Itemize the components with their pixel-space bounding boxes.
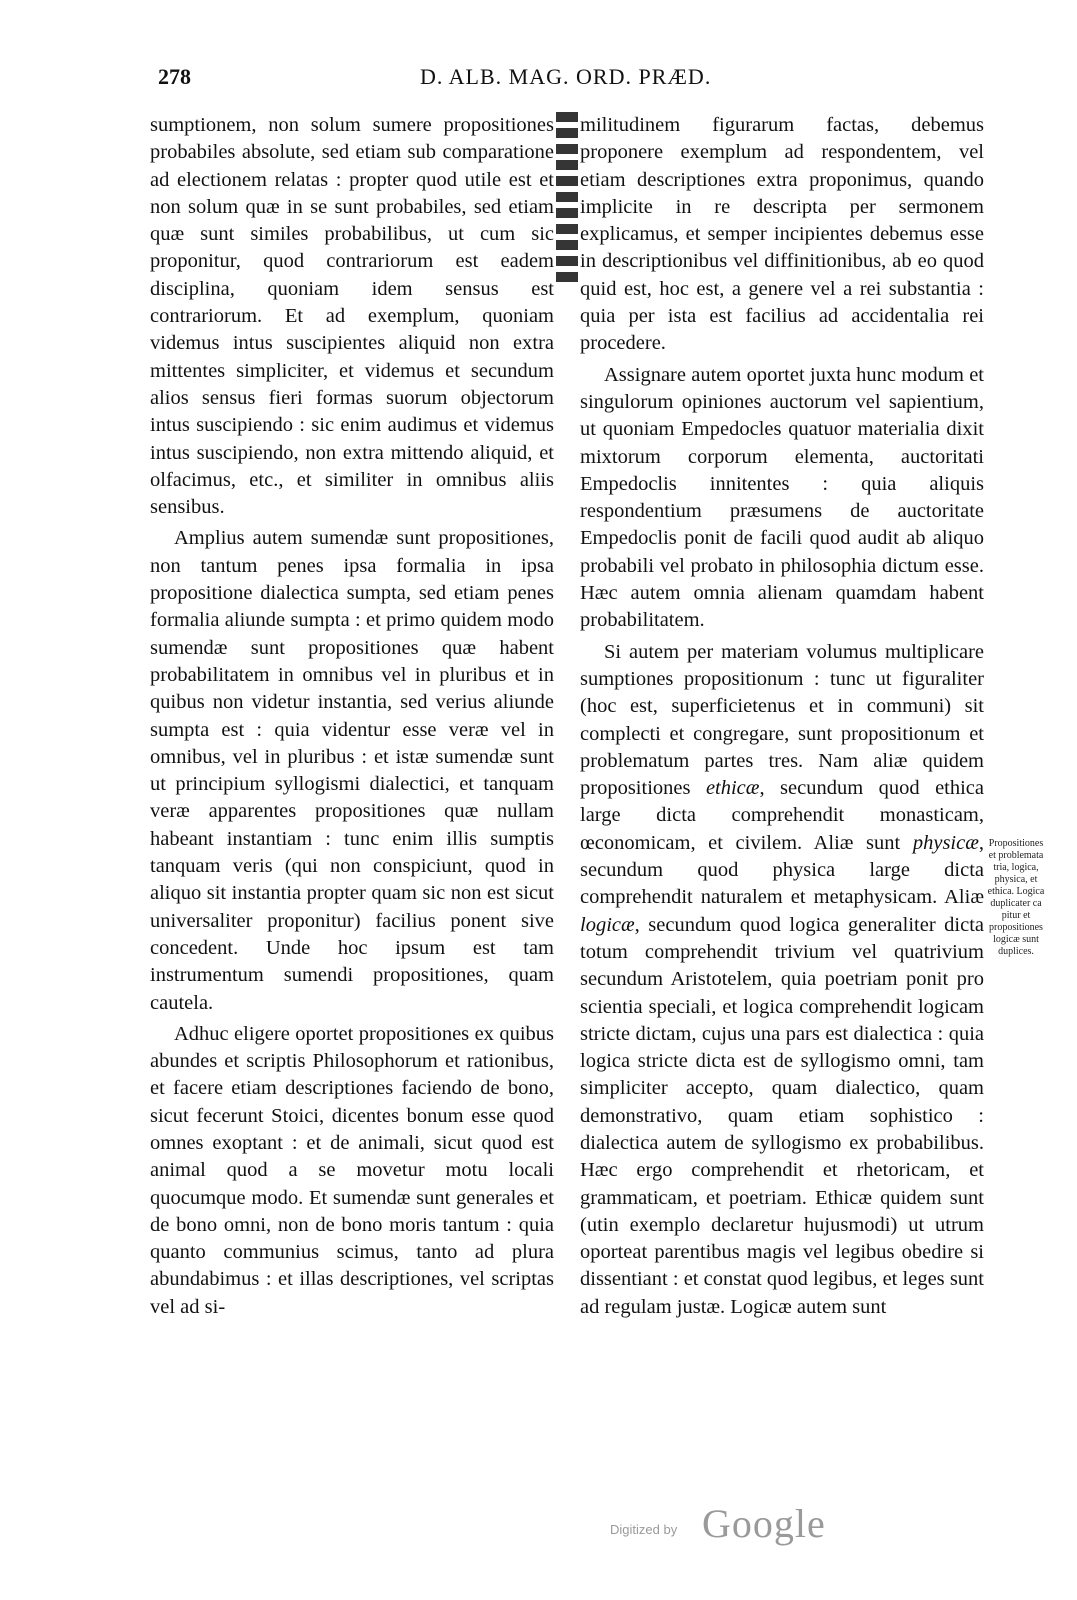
running-head: D. ALB. MAG. ORD. PRÆD. [420, 64, 712, 89]
paragraph: Amplius autem sumendæ sunt propositiones, non tantum penes ipsa formalia in ipsa propositione dialectica sumpta, sed etiam penes formalia aliunde sumpta : et primo quidem modo sumendæ sunt propositiones quæ habent probabilitatem in omnibus vel in pluribus et in quibus non videtur instantia, sed verius aliunde sumpta est : quia videntur esse veræ vel in omnibus, vel in pluribus : et istæ sumendæ sunt ut principium syllogismi dialectici, et tanquam veræ apparentes propositiones quæ nullam habeant instantiam : tunc enim illis sumptis tanquam veris (qui non conspiciunt, quod in aliquo sit instantia propter quam sic non est sicut universaliter proponitur) facilius ponent sive concedent. Unde hoc ipsum est tam instrumentum sumendi propositiones, quam cautela. [150, 527, 554, 1014]
paragraph: militudinem figurarum factas, debemus proponere exemplum ad respondentem, vel etiam descriptiones extra proponimus, quando implicite in re descripta per sermonem explicamus, et semper incipientes debemus esse in descriptionibus vel diffinitionibus, ab eo quod quid est, hoc est, a genere vel a rei substantia : quia per ista est facilius ad accidentalia rei procedere. [580, 114, 984, 355]
scan-artifact [556, 112, 578, 282]
term-physicae: physicæ [912, 831, 979, 854]
page-number: 278 [158, 64, 191, 89]
right-column [580, 112, 984, 1321]
text-run: , secundum quod logica generaliter dicta totum comprehendit trivium vel quatrivium secundum Aristotelem, quia poetriam ponit pro scientia speciali, et logica comprehendit logicam stricte dictam, cujus una pars est dialectica : quia logica stricte dicta est de syllogismo omni, tam simpliciter accepto, quam dialectico, quam demonstrativo, quam etiam sophistico : dialectica autem de syllogismo ex probabilibus. Hæc ergo comprehendit et rhetoricam, et grammaticam, et poetriam. Ethicæ quidem sunt (utin exemplo declaretur hujusmodi) ut utrum oporteat parentibus magis vel legibus obedire si dissentiant : et constat quod legibus, et leges sunt ad regulam justæ. Logicæ autem sunt [580, 913, 984, 1318]
left-column [150, 112, 554, 1321]
term-ethicae: ethicæ [705, 777, 760, 800]
text-run: Si autem per materiam volumus multiplicare sumptiones propositionum : tunc ut figuraliter (hoc est, superficietenus et in communi) sit complecti et congregare, sunt propositionum et problematum partes tres. Nam aliæ quidem propositiones [580, 640, 984, 800]
margin-note: Propositiones et problemata tria, logica, physica, et ethica. Logica duplicater ca pitur et propositiones logicæ sunt duplices. [987, 838, 1045, 957]
text-run: , secundum quod physica large dicta comprehendit naturalem et metaphysicam. Aliæ [580, 831, 985, 909]
text-run: , secundum quod ethica large dicta comprehendit monasticam, œconomicam, et civilem. Aliæ sunt [580, 777, 985, 854]
google-logo: Google [702, 1501, 826, 1546]
digitized-label: Digitized by [610, 1522, 678, 1537]
paragraph: Assignare autem oportet juxta hunc modum et singulorum opiniones auctorum vel sapientium, ut quoniam Empedocles quatuor materialia dixit mixtorum corporum elementa, auctoritati Empedoclis innitentes : quia aliquis respondentium præsumens de auctoritate Empedoclis ponit de facili quod audit ab aliquo probabili vel probato in philosophia dictum esse. Hæc autem omnia alienam quamdam habent probabilitatem. [580, 363, 984, 632]
paragraph: sumptionem, non solum sumere propositiones probabiles absolute, sed etiam sub comparatione ad electionem relatas : propter quod utile est et non solum quæ in se sunt probabiles, sed etiam quæ sunt similes probabilibus, ut cum sic proponitur, quod contrariorum est eadem disciplina, quoniam idem sensus est contrariorum. Et ad exemplum, quoniam videmus intus suscipientes aliquid non extra mittentes simpliciter, et videmus et secundum alios sensus fieri formas suorum objectorum intus suscipiendo : sic enim audimus et videmus intus suscipiendo, non extra mittendo aliquid, et olfacimus, etc., et similiter in omnibus aliis sensibus. [150, 114, 554, 519]
paragraph: Adhuc eligere oportet propositiones ex quibus abundes et scriptis Philosophorum et rationibus, et facere etiam descriptiones faciendo de bono, sicut fecerunt Stoici, dicentes bonum esse quod omnes exoptant : et de animali, sicut quod est animal quod a se movetur motu locali quocumque modo. Et sumendæ sunt generales et de bono omni, non de bono moris tantum : quia quanto communius scimus, tanto ad plura abundabimus : et illas descriptiones, vel scriptas vel ad si- [150, 1022, 554, 1318]
page-header [150, 64, 980, 98]
paragraph [580, 639, 984, 1321]
term-logicae: logicæ [580, 913, 635, 936]
digitized-watermark [610, 1500, 850, 1550]
